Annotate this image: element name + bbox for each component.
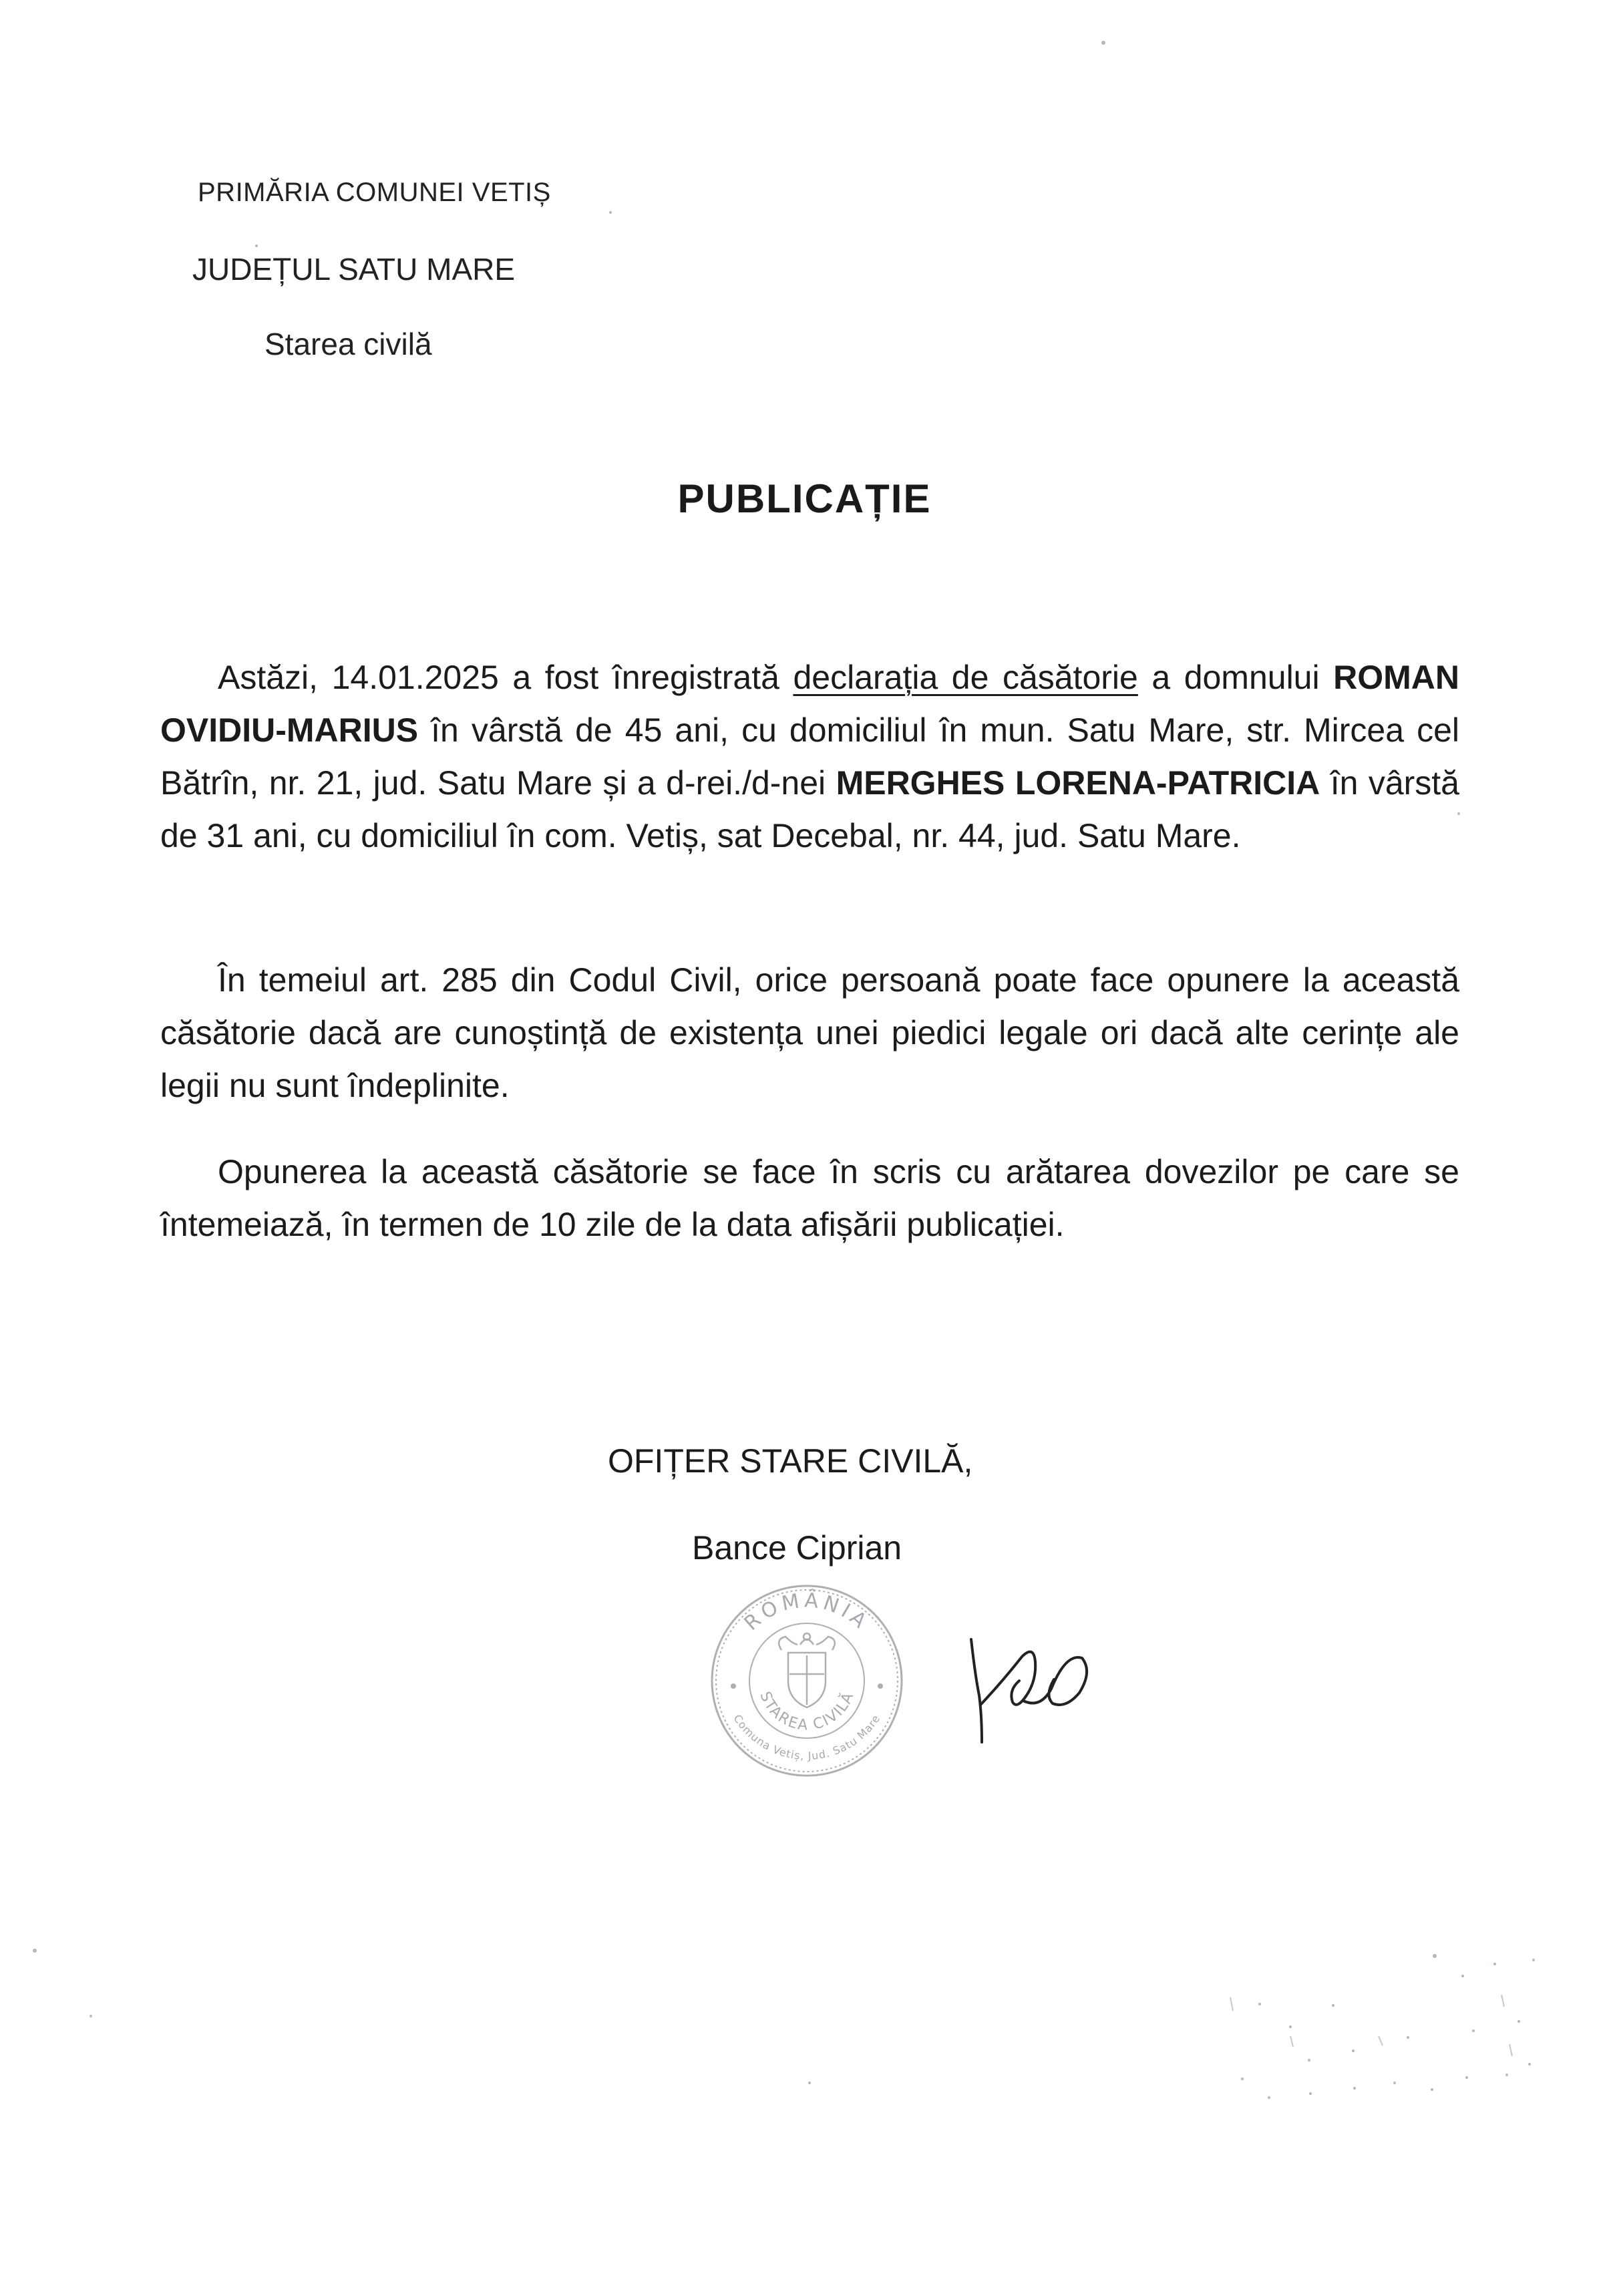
svg-text:ROMÂNIA: [740, 1588, 874, 1635]
stamp-bottom-text: Comuna Vetiș, Jud. Satu Mare: [731, 1712, 883, 1763]
document-title: PUBLICAȚIE: [677, 476, 932, 521]
legal-basis-text: În temeiul art. 285 din Codul Civil, orice persoană poate face opunere la această căsătorie dacă are cunoștință de existența unei piedici legale ori dacă alte cerințe ale legii nu sunt îndeplinite.: [160, 961, 1459, 1104]
paragraph-opposition: [160, 1146, 1459, 1251]
stamp-top-text: ROMÂNIA: [739, 1589, 874, 1636]
declaration-intro: Astăzi, 14.01.2025 a fost înregistrată: [218, 659, 793, 696]
bride-details: în vârstă de 31 ani, cu domiciliul în com. Vetiș, sat Decebal, nr. 44, jud. Satu Mare.: [160, 764, 1459, 854]
officer-name: Bance Ciprian: [692, 1529, 902, 1567]
officer-role: OFIȚER STARE CIVILĂ,: [608, 1442, 973, 1480]
declaration-link-text: declarația de căsătorie: [793, 659, 1138, 696]
county-name: JUDEȚUL SATU MARE: [192, 252, 516, 287]
groom-name: ROMAN OVIDIU-MARIUS: [160, 659, 1460, 749]
official-stamp-icon: [707, 1581, 907, 1781]
bride-name: MERGHES LORENA-PATRICIA: [836, 764, 1320, 802]
paragraph-declaration: [160, 651, 1459, 862]
stamp-middle-text: STAREA CIVILĂ: [756, 1689, 858, 1734]
declaration-connector: a domnului: [1137, 659, 1334, 696]
paragraph-legal-basis: [160, 954, 1459, 1112]
opposition-text: Opunerea la această căsătorie se face în scris cu arătarea dovezilor pe care se întemeiază, în termen de 10 zile de la data afișării publicației.: [160, 1153, 1459, 1243]
handwritten-signature-icon: [962, 1615, 1095, 1749]
groom-details: în vârstă de 45 ani, cu domiciliul în mun. Satu Mare, str. Mircea cel Bătrîn, nr. 21, jud. Satu Mare și a d-rei./d-nei: [160, 711, 1459, 802]
institution-name: PRIMĂRIA COMUNEI VETIȘ: [198, 178, 551, 207]
department-name: Starea civilă: [264, 327, 432, 361]
